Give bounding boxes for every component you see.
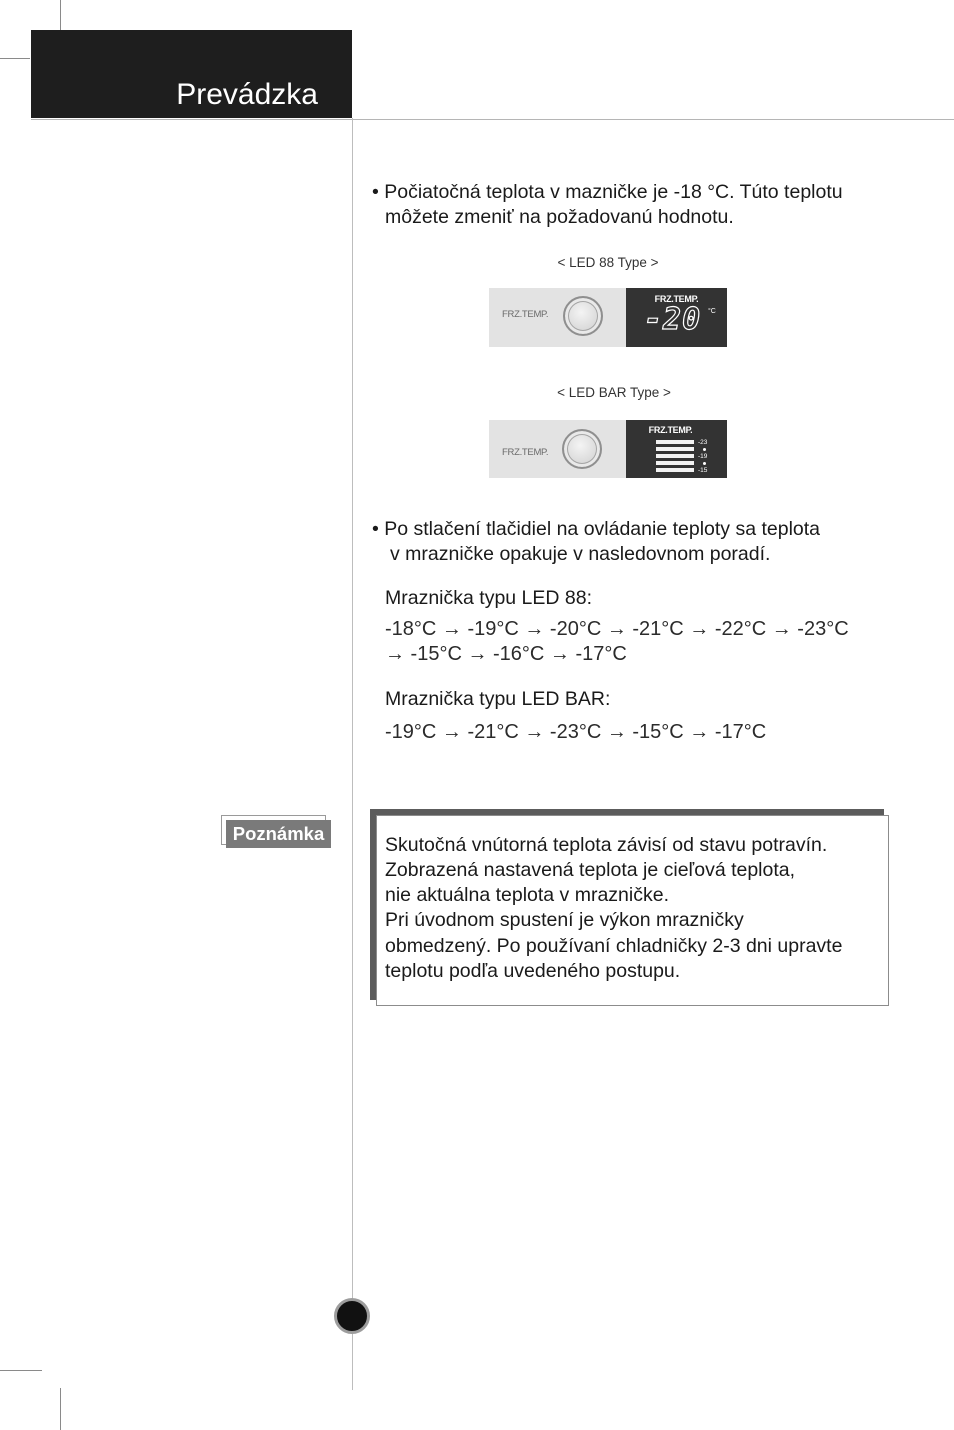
crop-mark-bottom-horizontal: [0, 1370, 42, 1371]
header-rule: [31, 119, 954, 120]
ledbar-level-bar: [656, 468, 694, 472]
ledbar-frz-temp-button[interactable]: [562, 429, 602, 469]
led88-caption: < LED 88 Type >: [557, 255, 659, 270]
ledbar-label-middle: -19: [698, 453, 708, 460]
note-line-3: nie aktuálna teplota v mrazničke.: [385, 884, 669, 906]
ledbar-indicator-dot: [703, 448, 706, 451]
ledbar-level-bar: [656, 440, 694, 444]
ledbar-label-top: -23: [698, 439, 708, 446]
bullet-2-line-2: v mrazničke opakuje v nasledovnom poradí.: [390, 543, 771, 565]
bullet-1-line-1: • Počiatočná teplota v mazničke je -18 °C. Túto teplotu: [372, 181, 843, 203]
led88-frz-temp-button[interactable]: [563, 296, 603, 336]
note-line-2: Zobrazená nastavená teplota je cieľová teplota,: [385, 859, 796, 881]
led88-button-label: FRZ.TEMP.: [502, 309, 549, 320]
ledbar-button-area: [489, 420, 626, 478]
ledbar-sequence-heading: Mraznička typu LED BAR:: [385, 688, 611, 710]
led88-display-unit: °C: [708, 308, 716, 315]
ledbar-display: [626, 420, 727, 478]
note-line-1: Skutočná vnútorná teplota závisí od stavu potravín.: [385, 834, 828, 856]
note-line-6: teplotu podľa uvedeného postupu.: [385, 960, 681, 982]
ledbar-indicator-dot: [703, 462, 706, 465]
page-number-circle: [334, 1298, 370, 1334]
crop-mark-top-horizontal: [0, 58, 30, 59]
note-line-4: Pri úvodnom spustení je výkon mrazničky: [385, 909, 744, 931]
ledbar-level-bar: [656, 454, 694, 458]
bullet-2-line-1: • Po stlačení tlačidiel na ovládanie teploty sa teplota: [372, 518, 821, 540]
ledbar-level-bar: [656, 447, 694, 451]
ledbar-label-bottom: -15: [698, 467, 708, 474]
crop-mark-bottom-vertical: [60, 1388, 61, 1430]
note-label: Poznámka: [226, 820, 331, 848]
ledbar-control-panel: [489, 420, 727, 478]
ledbar-level-bar: [656, 461, 694, 465]
led88-sequence-heading: Mraznička typu LED 88:: [385, 587, 593, 609]
led88-display: [626, 288, 727, 347]
ledbar-display-label: FRZ.TEMP.: [648, 425, 693, 435]
led88-display-value: -20: [644, 302, 702, 337]
ledbar-caption: < LED BAR Type >: [557, 385, 671, 400]
led88-control-panel: [489, 288, 727, 347]
ledbar-sequence-line-1: -19°C → -21°C → -23°C → -15°C → -17°C: [385, 721, 767, 743]
led88-sequence-line-1: -18°C → -19°C → -20°C → -21°C → -22°C → -23°C: [385, 618, 849, 640]
led88-sequence-line-2: → -15°C → -16°C → -17°C: [385, 643, 627, 665]
led88-button-area: [489, 288, 626, 347]
section-title: Prevádzka: [176, 78, 318, 111]
bullet-1-line-2: môžete zmeniť na požadovanú hodnotu.: [385, 206, 734, 228]
section-header: [31, 30, 352, 118]
led88-display-label: FRZ.TEMP.: [654, 294, 699, 304]
note-line-5: obmedzený. Po používaní chladničky 2-3 dni upravte: [385, 935, 843, 957]
ledbar-button-label: FRZ.TEMP.: [502, 447, 549, 458]
column-divider: [352, 118, 353, 1390]
